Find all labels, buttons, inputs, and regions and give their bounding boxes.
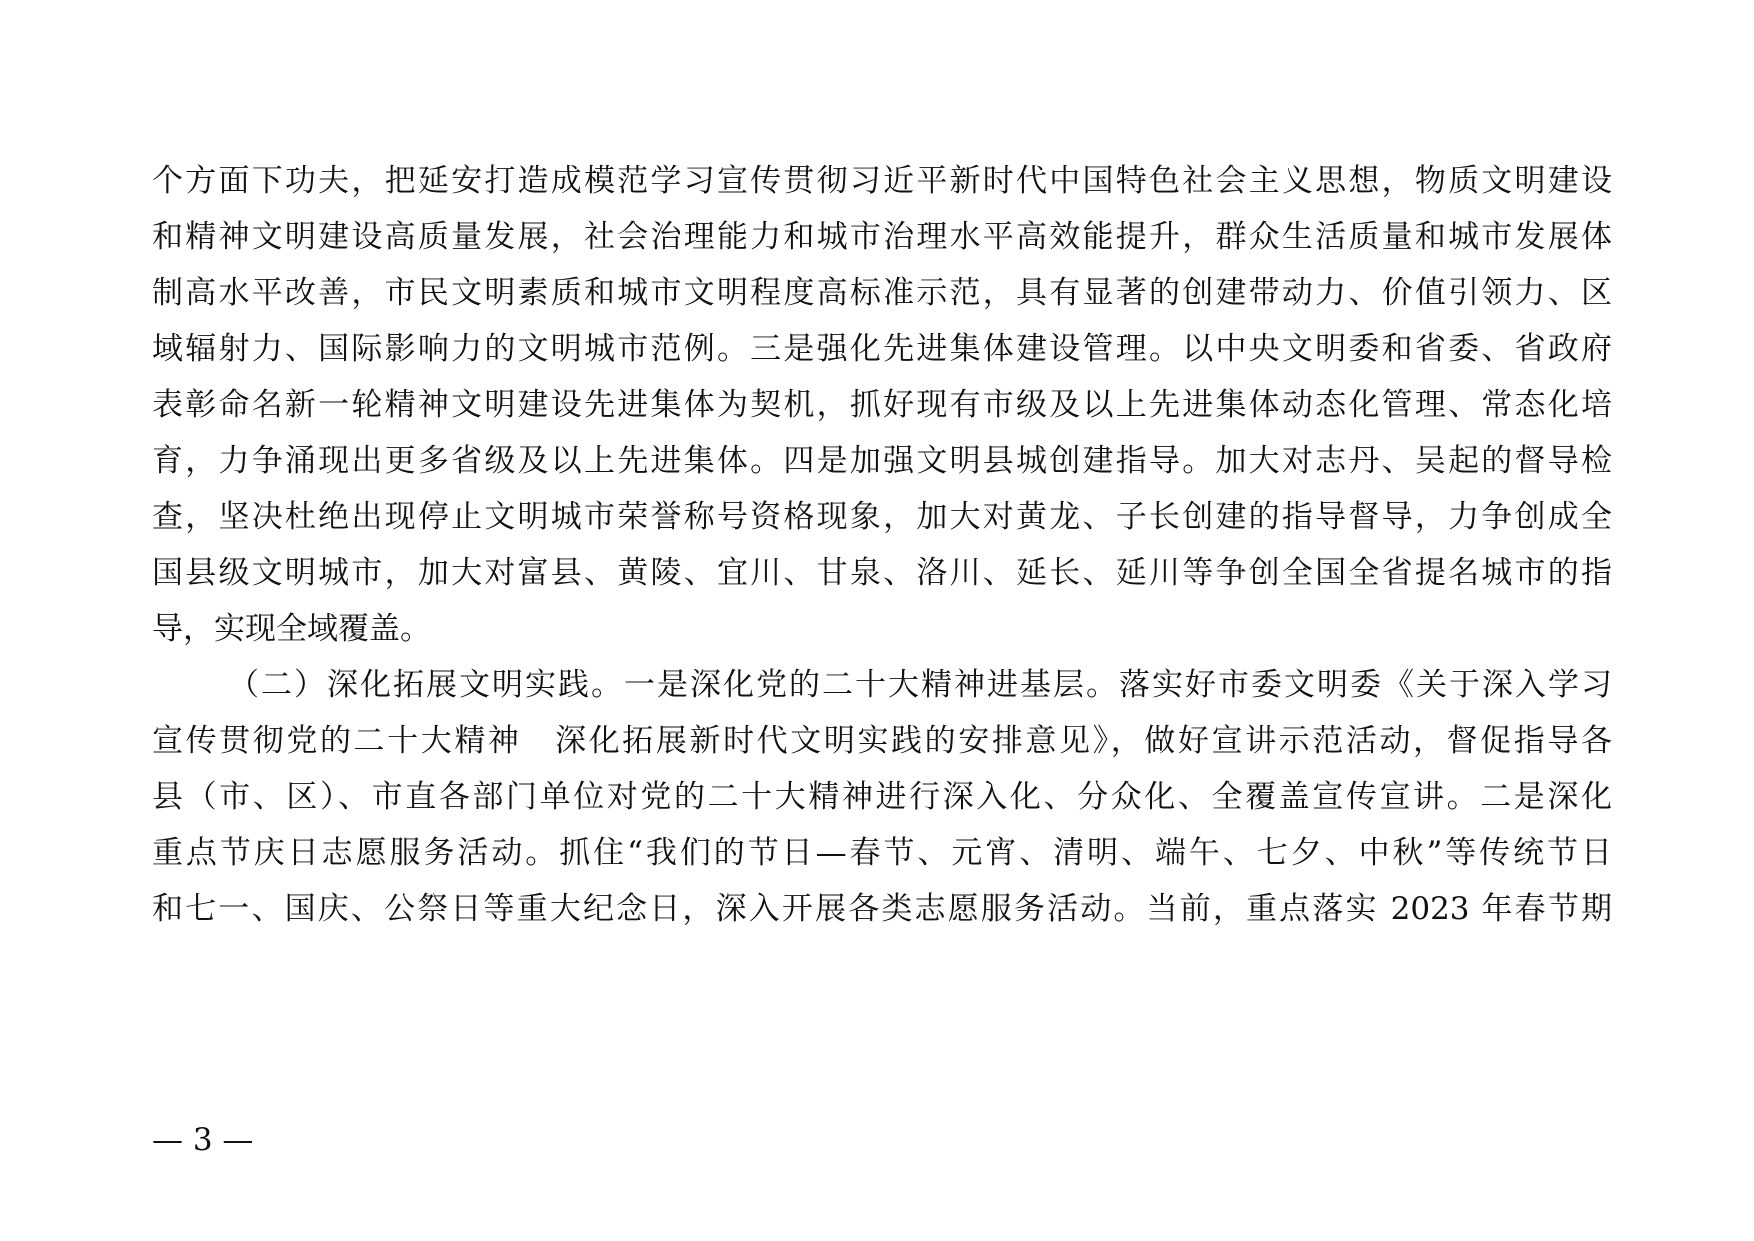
paragraph-1-line-5: 表彰命名新一轮精神文明建设先进集体为契机，抓好现有市级及以上先进集体动态化管理、常态化培 xyxy=(152,387,1612,423)
paragraph-2-line-2: 宣传贯彻党的二十大精神 深化拓展新时代文明实践的安排意见》，做好宣讲示范活动，督促指导各 xyxy=(152,723,1612,759)
paragraph-2-line-3: 县（市、区）、市直各部门单位对党的二十大精神进行深入化、分众化、全覆盖宣传宣讲。二是深化 xyxy=(152,779,1612,815)
paragraph-2-line-5: 和七一、国庆、公祭日等重大纪念日，深入开展各类志愿服务活动。当前，重点落实 2023 年春节期 xyxy=(152,891,1612,927)
paragraph-1-line-4: 域辐射力、国际影响力的文明城市范例。三是强化先进集体建设管理。以中央文明委和省委、省政府 xyxy=(152,331,1612,367)
page-number: — 3 — xyxy=(152,1122,254,1158)
paragraph-1-line-1: 个方面下功夫，把延安打造成模范学习宣传贯彻习近平新时代中国特色社会主义思想，物质文明建设 xyxy=(152,163,1612,199)
paragraph-1-line-8: 国县级文明城市，加大对富县、黄陵、宜川、甘泉、洛川、延长、延川等争创全国全省提名城市的指 xyxy=(152,555,1612,591)
paragraph-1-line-2: 和精神文明建设高质量发展，社会治理能力和城市治理水平高效能提升，群众生活质量和城市发展体 xyxy=(152,219,1612,255)
paragraph-2-line-4: 重点节庆日志愿服务活动。抓住“我们的节日—春节、元宵、清明、端午、七夕、中秋”等传统节日 xyxy=(152,835,1612,871)
paragraph-1-line-9: 导，实现全域覆盖。 xyxy=(152,611,431,647)
paragraph-1-line-7: 查，坚决杜绝出现停止文明城市荣誉称号资格现象，加大对黄龙、子长创建的指导督导，力争创成全 xyxy=(152,499,1612,535)
paragraph-2-line-1: （二）深化拓展文明实践。一是深化党的二十大精神进基层。落实好市委文明委《关于深入学习 xyxy=(228,667,1612,703)
paragraph-1-line-6: 育，力争涌现出更多省级及以上先进集体。四是加强文明县城创建指导。加大对志丹、吴起的督导检 xyxy=(152,443,1612,479)
paragraph-1-line-3: 制高水平改善，市民文明素质和城市文明程度高标准示范，具有显著的创建带动力、价值引领力、区 xyxy=(152,275,1612,311)
